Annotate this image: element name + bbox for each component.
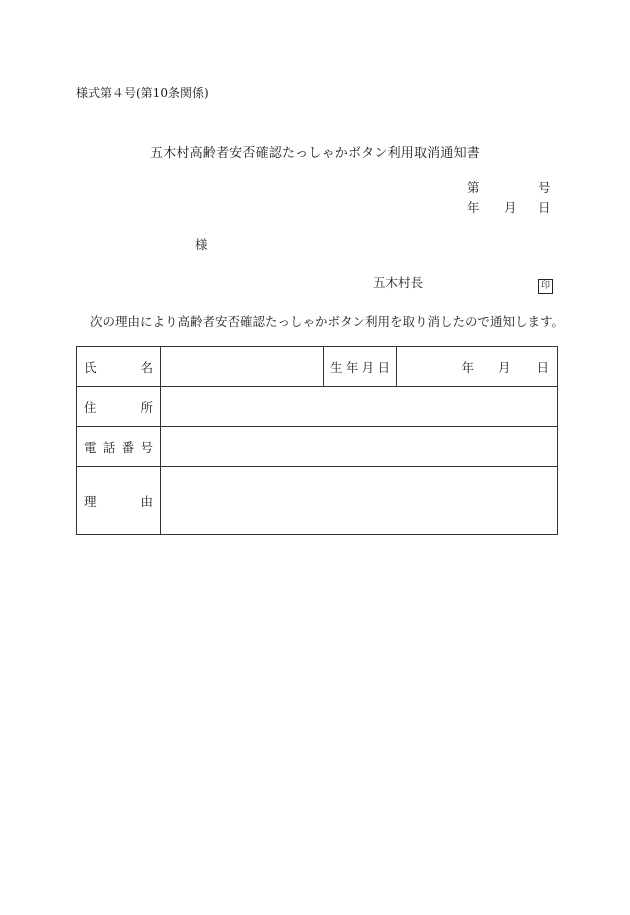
name-field[interactable] <box>161 347 324 387</box>
phone-field[interactable] <box>161 427 558 467</box>
info-table <box>76 346 558 535</box>
label-char: 理 <box>84 493 97 509</box>
label-char: 電 <box>84 439 97 455</box>
dob-year-label: 年 <box>461 359 474 375</box>
ref-date-year: 年 <box>467 200 480 215</box>
label-char: 住 <box>84 399 97 415</box>
label-reason <box>77 467 161 535</box>
label-char: 氏 <box>84 359 97 375</box>
row-address <box>77 387 558 427</box>
ref-date-day: 日 <box>538 200 551 215</box>
seal-icon: 印 <box>538 279 553 294</box>
dob-month-label: 月 <box>497 359 511 375</box>
label-char: 月 <box>361 359 375 375</box>
label-char: 日 <box>377 359 390 375</box>
label-char: 生 <box>330 359 343 375</box>
label-address <box>77 387 161 427</box>
seal-mark <box>538 273 553 294</box>
sender-name: 五木村長 <box>373 275 424 290</box>
dob-day-label: 日 <box>536 359 549 375</box>
label-name <box>77 347 161 387</box>
address-field[interactable] <box>161 387 558 427</box>
label-char: 由 <box>140 493 153 509</box>
ref-number-suffix: 号 <box>538 180 551 195</box>
label-char: 番 <box>121 439 135 455</box>
label-dob <box>324 347 397 387</box>
label-char: 年 <box>345 359 359 375</box>
notice-text: 次の理由により高齢者安否確認たっしゃかボタン利用を取り消したので通知します。 <box>90 314 565 329</box>
ref-date-month: 月 <box>504 200 517 215</box>
label-phone <box>77 427 161 467</box>
document-title: 五木村高齢者安否確認たっしゃかボタン利用取消通知書 <box>149 146 480 161</box>
label-char: 名 <box>140 359 153 375</box>
row-name <box>77 347 558 387</box>
form-number: 様式第４号(第10条関係) <box>76 86 209 100</box>
row-reason <box>77 467 558 535</box>
label-char: 号 <box>140 439 153 455</box>
dob-field[interactable] <box>397 347 558 387</box>
label-char: 所 <box>140 399 153 415</box>
reason-field[interactable] <box>161 467 558 535</box>
recipient-honorific: 様 <box>195 237 208 252</box>
label-char: 話 <box>102 439 116 455</box>
row-phone <box>77 427 558 467</box>
ref-number-prefix: 第 <box>467 180 480 195</box>
